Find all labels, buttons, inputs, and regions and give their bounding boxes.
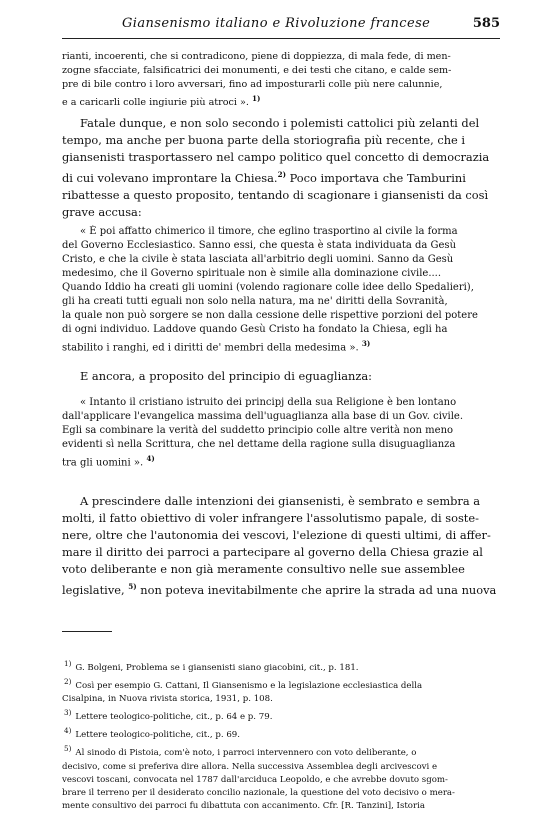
text-line: zogne sfacciate, falsificatrici dei monumenti, e dei testi che citano, e calde sem- <box>62 64 452 76</box>
text-line <box>62 578 500 599</box>
running-title: Giansenismo italiano e Rivoluzione francese <box>122 16 431 31</box>
footnote-line <box>62 675 500 693</box>
footnote-text: Così per esempio G. Cattani, Il Giansenismo e la legislazione ecclesiastica della <box>75 680 423 691</box>
text-line-body: e a caricarli colle ingiurie più atroci ». <box>62 96 249 108</box>
text-line: tempo, ma anche per buona parte della storiografia più recente, che i <box>62 133 466 147</box>
footnote <box>62 706 500 724</box>
footnote-ref: 2) <box>277 170 286 179</box>
footnote-number: 5) <box>64 744 72 754</box>
text-line <box>62 92 500 110</box>
footnote-text: Lettere teologico-politiche, cit., p. 64 e p. 79. <box>75 712 273 723</box>
footnote-number: 3) <box>64 708 72 718</box>
footnote-line: brare il terreno per il desiderato concilio nazionale, la questione del voto decisivo o mera- <box>62 787 455 798</box>
block-quote <box>62 225 500 355</box>
footnote-line <box>62 742 500 760</box>
footnote <box>62 742 500 813</box>
footnote-text: Al sinodo di Pistoia, com'è noto, i parroci intervennero con voto deliberante, o <box>75 748 417 759</box>
block-quote <box>62 396 500 470</box>
text-line: del Governo Ecclesiastico. Sanno essi, che questa è stata individuata da Gesù <box>62 240 457 251</box>
text-line: pre di bile contro i loro avversari, fino ad imposturarli colle più nere calunnie, <box>62 78 443 90</box>
text-line: rianti, incoerenti, che si contradicono, piene di doppiezza, di mala fede, di men- <box>62 51 451 62</box>
text-line-tail: Poco importava che Tamburini <box>289 170 466 185</box>
footnote-divider <box>62 631 112 632</box>
text-line: voto deliberante e non già meramente consultivo nelle sue assemblee <box>62 562 465 576</box>
text-line: Egli sa combinare la verità del suddetto principio colle altre verità non meno <box>62 425 454 436</box>
text-line: dall'applicare l'evangelica massima dell'uguaglianza alla base di un Gov. civile. <box>62 411 464 422</box>
footnote-text: Lettere teologico-politiche, cit., p. 69. <box>75 730 240 741</box>
footnote-ref: 1) <box>252 93 261 103</box>
text-line: molti, il fatto obiettivo di voler infrangere l'assolutismo papale, di soste- <box>62 511 479 525</box>
footnote-ref: 4) <box>146 454 155 463</box>
text-line: evidenti sì nella Scrittura, che nel dettame della ragione sulla disuguaglianza <box>62 439 456 450</box>
text-line-body: tra gli uomini ». <box>62 457 144 469</box>
footnote-line: decisivo, come si preferiva dire allora. Nella successiva Assemblea degli arcivescovi e <box>62 761 438 772</box>
text-line <box>62 337 500 355</box>
footnote-number: 2) <box>64 677 72 687</box>
footnote-line: vescovi toscani, convocata nel 1787 dall'arciduca Leopoldo, e che avrebbe dovuto sgom- <box>62 774 448 785</box>
text-line-body: di cui volevano improntare la Chiesa. <box>62 170 278 185</box>
text-line: A prescindere dalle intenzioni dei giansenisti, è sembrato e sembra a <box>80 494 481 508</box>
text-line <box>62 166 500 187</box>
footnote-line: Cisalpina, in Nuova rivista storica, 1931, p. 108. <box>62 694 273 705</box>
footnote-number: 4) <box>64 726 72 736</box>
text-line: « Intanto il cristiano istruito dei principj della sua Religione è ben lontano <box>80 397 457 408</box>
page-number: 585 <box>472 16 500 31</box>
text-line: grave accusa: <box>62 204 142 219</box>
text-line: nere, oltre che l'autonomia dei vescovi, l'elezione di questi ultimi, di affer- <box>62 528 491 542</box>
footnote-line <box>62 706 500 724</box>
text-line: di ogni individuo. Laddove quando Gesù Cristo ha fondato la Chiesa, egli ha <box>62 324 448 335</box>
footnote <box>62 657 500 675</box>
running-header <box>62 16 500 39</box>
footnotes <box>62 657 500 813</box>
footnote-text: G. Bolgeni, Problema se i giansenisti siano giacobini, cit., p. 181. <box>75 662 359 673</box>
footnote-line <box>62 724 500 742</box>
text-line: Fatale dunque, e non solo secondo i polemisti cattolici più zelanti del <box>80 116 480 130</box>
text-line: « È poi affatto chimerico il timore, che eglino trasportino al civile la forma <box>80 226 458 237</box>
text-line <box>62 452 500 470</box>
paragraph <box>62 493 500 599</box>
paragraph <box>62 368 500 385</box>
text-line: Cristo, e che la civile è stata lasciata all'arbitrio degli uomini. Sanno da Gesù <box>62 254 454 265</box>
footnote-ref: 5) <box>128 582 137 591</box>
text-line: ribattesse a questo proposito, tentando di scagionare i giansenisti da così <box>62 187 489 202</box>
footnote <box>62 675 500 706</box>
footnote-number: 1) <box>64 659 72 668</box>
text-line-body: legislative, <box>62 582 125 597</box>
text-line-tail: non poteva inevitabilmente che aprire la strada ad una nuova <box>140 582 497 597</box>
footnote-line: mente consultivo dei parroci fu dibattuta con accanimento. Cfr. [R. Tanzini], Istoria <box>62 801 425 812</box>
text-line: gli ha creati tutti eguali non solo nella natura, ma ne' diritti della Sovranità, <box>62 296 448 307</box>
text-line: giansenisti trasportassero nel campo politico quel concetto di democrazia <box>62 150 490 164</box>
text-line-body: stabilito i ranghi, ed i diritti de' membri della medesima ». <box>62 342 359 354</box>
paragraph-continuation <box>62 50 500 110</box>
text-line: E ancora, a proposito del principio di eguaglianza: <box>80 369 372 383</box>
footnote <box>62 724 500 742</box>
footnote-line <box>62 657 500 675</box>
text-line: la quale non può sorgere se non dalla cessione delle rispettive porzioni del potere <box>62 310 478 321</box>
text-line: Quando Iddio ha creati gli uomini (volendo ragionare colle idee dello Spedalieri), <box>62 282 474 293</box>
paragraph <box>62 115 500 221</box>
text-line: medesimo, che il Governo spirituale non è simile alla dominazione civile.... <box>62 268 442 279</box>
text-line: mare il diritto dei parroci a partecipare al governo della Chiesa grazie al <box>62 545 483 559</box>
footnote-ref: 3) <box>361 339 371 348</box>
